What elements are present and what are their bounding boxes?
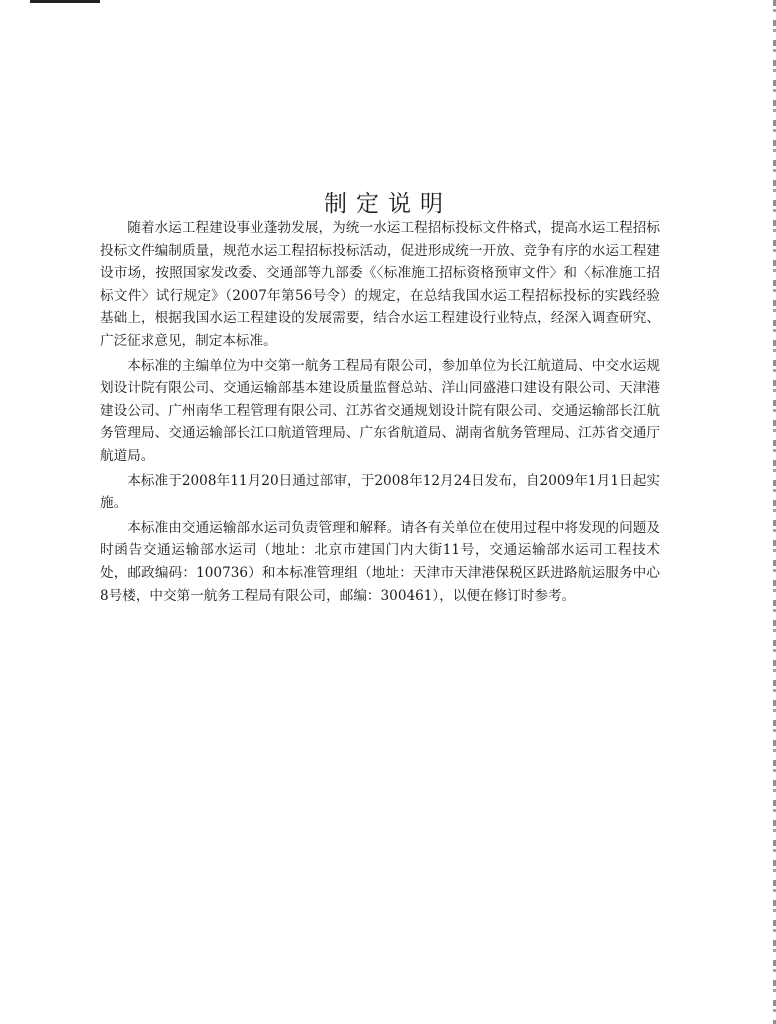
paragraph-contact: 本标准由交通运输部水运司负责管理和解释。请各有关单位在使用过程中将发现的问题及时函告交通运输部水运司（地址：北京市建国门内大街11号，交通运输部水运司工程技术处，邮政编码：100736）和本标准管理组（地址：天津市天津港保税区跃进路航运服务中心8号楼，中交第一航务工程局有限公司，邮编：300461），以便在修订时参考。 — [100, 519, 660, 604]
paragraph-purpose: 随着水运工程建设事业蓬勃发展，为统一水运工程招标投标文件格式，提高水运工程招标投标文件编制质量，规范水运工程招标投标活动，促进形成统一开放、竞争有序的水运工程建设市场，按照国家发改委、交通部等九部委《〈标准施工招标资格预审文件〉和〈标准施工招标文件〉试行规定》（2007年第56号令）的规定，在总结我国水运工程招标投标的实践经验基础上，根据我国水运工程建设的发展需要，结合水运工程建设行业特点，经深入调查研究、广泛征求意见，制定本标准。 — [100, 220, 660, 349]
document-body — [100, 217, 660, 609]
page-title: 制定说明 — [324, 191, 452, 218]
paragraph-dates: 本标准于2008年11月20日通过部审，于2008年12月24日发布，自2009年1月1日起实施。 — [100, 472, 660, 512]
paragraph-editors: 本标准的主编单位为中交第一航务工程局有限公司，参加单位为长江航道局、中交水运规划设计院有限公司、交通运输部基本建设质量监督总站、洋山同盛港口建设有限公司、天津港建设公司、广州南华工程管理有限公司、江苏省交通规划设计院有限公司、交通运输部长江航务管理局、交通运输部长江口航道管理局、广东省航道局、湖南省航务管理局、江苏省交通厅航道局。 — [100, 357, 660, 464]
top-rule — [30, 0, 100, 3]
